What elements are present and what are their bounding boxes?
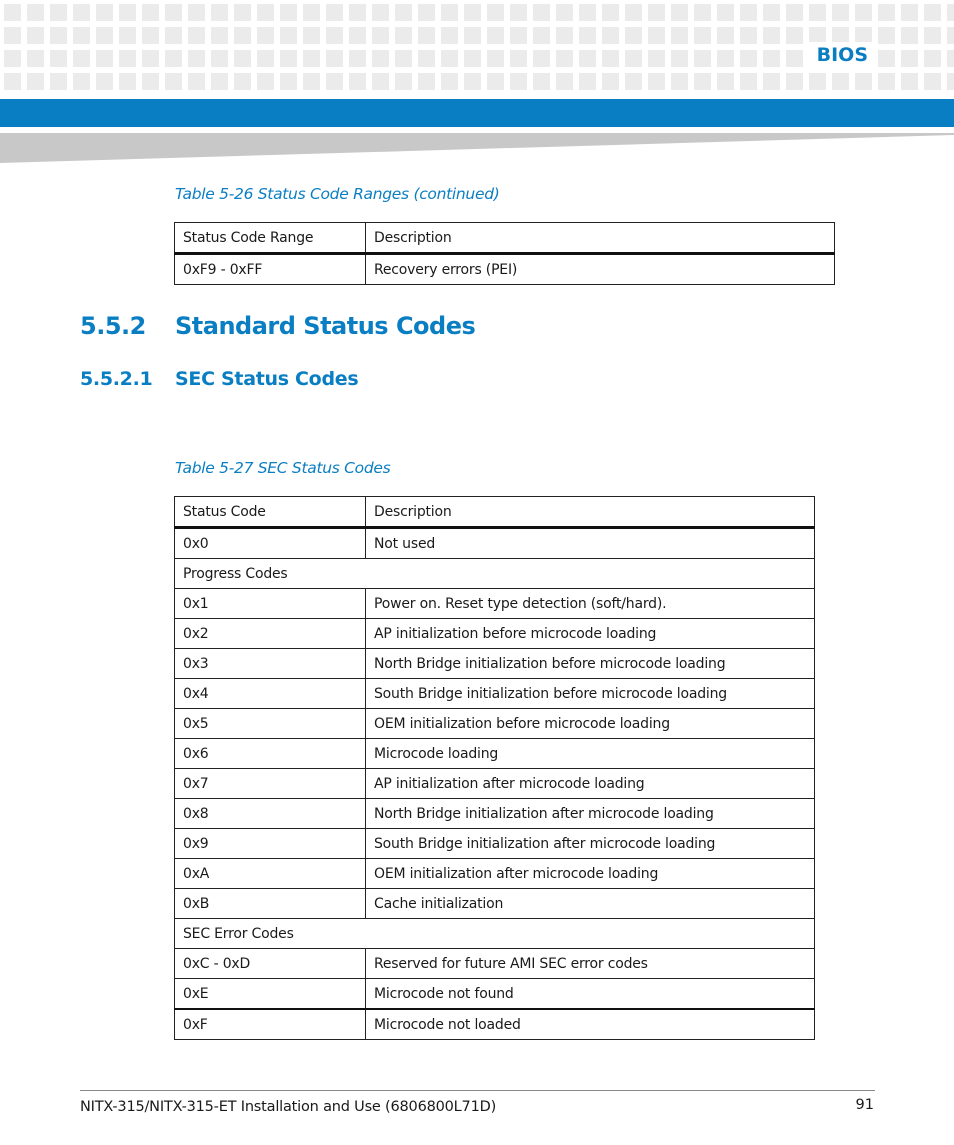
cell-description: OEM initialization after microcode loading	[366, 859, 815, 889]
status-code-ranges-table	[174, 222, 835, 285]
subsection-heading	[80, 368, 358, 390]
table-row	[175, 254, 835, 285]
cell-description: Microcode loading	[366, 739, 815, 769]
cell-code: 0x3	[175, 649, 366, 679]
table-row	[175, 1009, 815, 1040]
cell-code: 0xF	[175, 1009, 366, 1040]
table-caption: Table 5-27 SEC Status Codes	[175, 459, 391, 477]
table-row	[175, 589, 815, 619]
cell-description: Power on. Reset type detection (soft/hard).	[366, 589, 815, 619]
table-header-row	[175, 223, 835, 254]
cell-description: North Bridge initialization before microcode loading	[366, 649, 815, 679]
cell-description: AP initialization after microcode loading	[366, 769, 815, 799]
header-blue-bar	[0, 99, 954, 127]
table-row	[175, 799, 815, 829]
cell-code: 0xB	[175, 889, 366, 919]
table-row	[175, 829, 815, 859]
cell-code: 0x5	[175, 709, 366, 739]
table-row	[175, 528, 815, 559]
table-group-row	[175, 559, 815, 589]
group-label: SEC Error Codes	[175, 919, 815, 949]
section-heading	[80, 312, 475, 340]
table-row	[175, 679, 815, 709]
cell-code: 0xC - 0xD	[175, 949, 366, 979]
cell-code: 0x4	[175, 679, 366, 709]
cell-description: OEM initialization before microcode loading	[366, 709, 815, 739]
header-gray-wedge	[0, 129, 954, 165]
cell-code: 0xE	[175, 979, 366, 1010]
cell-description: South Bridge initialization before microcode loading	[366, 679, 815, 709]
table-row	[175, 889, 815, 919]
group-label: Progress Codes	[175, 559, 815, 589]
table-caption: Table 5-26 Status Code Ranges (continued)	[175, 185, 500, 203]
table-row	[175, 949, 815, 979]
cell-code: 0xF9 - 0xFF	[175, 254, 366, 285]
page-number: 91	[855, 1097, 874, 1113]
cell-code: 0x0	[175, 528, 366, 559]
header-cell: Description	[366, 497, 815, 528]
table-row	[175, 709, 815, 739]
footer-doc-title: NITX-315/NITX-315-ET Installation and Use (6806800L71D)	[80, 1099, 497, 1115]
section-number: 5.5.2	[80, 312, 146, 340]
table-row	[175, 619, 815, 649]
cell-description: Microcode not found	[366, 979, 815, 1010]
cell-code: 0x8	[175, 799, 366, 829]
cell-code: 0x2	[175, 619, 366, 649]
table-header-row	[175, 497, 815, 528]
cell-description: North Bridge initialization after microcode loading	[366, 799, 815, 829]
running-header-section: BIOS	[809, 42, 872, 68]
cell-description: Reserved for future AMI SEC error codes	[366, 949, 815, 979]
section-title: Standard Status Codes	[175, 312, 476, 340]
sec-status-codes-table	[174, 496, 815, 1040]
table-row	[175, 649, 815, 679]
cell-code: 0x9	[175, 829, 366, 859]
header-cell: Status Code Range	[175, 223, 366, 254]
table-row	[175, 769, 815, 799]
footer-divider	[80, 1090, 875, 1091]
cell-description: Microcode not loaded	[366, 1009, 815, 1040]
table-row	[175, 739, 815, 769]
header-cell: Status Code	[175, 497, 366, 528]
cell-description: Recovery errors (PEI)	[366, 254, 835, 285]
header-cell: Description	[366, 223, 835, 254]
cell-description: Not used	[366, 528, 815, 559]
table-row	[175, 979, 815, 1010]
cell-description: Cache initialization	[366, 889, 815, 919]
subsection-title: SEC Status Codes	[175, 368, 359, 390]
cell-code: 0xA	[175, 859, 366, 889]
table-row	[175, 859, 815, 889]
table-group-row	[175, 919, 815, 949]
cell-code: 0x7	[175, 769, 366, 799]
cell-description: AP initialization before microcode loading	[366, 619, 815, 649]
cell-code: 0x6	[175, 739, 366, 769]
subsection-number: 5.5.2.1	[80, 368, 153, 390]
cell-description: South Bridge initialization after microcode loading	[366, 829, 815, 859]
cell-code: 0x1	[175, 589, 366, 619]
